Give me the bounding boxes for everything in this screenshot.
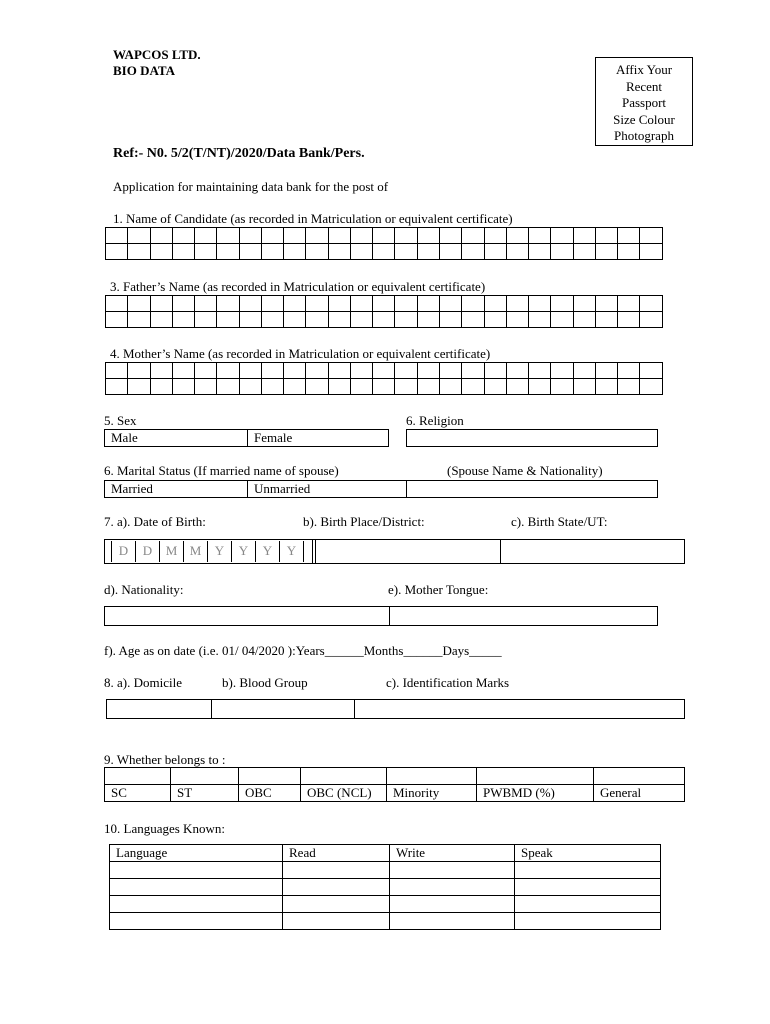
dob-box[interactable]: M — [160, 541, 184, 562]
q3-label: 3. Father’s Name (as recorded in Matriculation or equivalent certificate) — [110, 279, 486, 294]
char-box[interactable] — [284, 363, 306, 379]
char-box[interactable] — [595, 296, 617, 312]
category-minority: Minority — [387, 785, 477, 802]
marital-option-married[interactable]: Married — [105, 481, 248, 497]
char-box[interactable] — [239, 379, 261, 395]
char-box[interactable] — [573, 379, 595, 395]
identification-marks-field[interactable] — [355, 700, 684, 718]
category-obc: OBC — [239, 785, 301, 802]
q1-label: 1. Name of Candidate (as recorded in Matriculation or equivalent certificate) — [113, 211, 513, 226]
photo-box-line: Passport — [621, 95, 667, 110]
birth-state-label: c). Birth State/UT: — [511, 514, 608, 529]
char-box[interactable] — [529, 228, 551, 244]
char-box[interactable] — [595, 228, 617, 244]
char-box[interactable] — [150, 379, 172, 395]
birth-state-field[interactable] — [501, 540, 683, 563]
char-box[interactable] — [239, 296, 261, 312]
char-box[interactable] — [551, 379, 573, 395]
char-box[interactable] — [395, 228, 417, 244]
q5-label: 5. Sex — [104, 413, 137, 428]
char-box[interactable] — [328, 379, 350, 395]
char-box[interactable] — [618, 379, 640, 395]
char-box[interactable] — [462, 228, 484, 244]
languages-header-write: Write — [390, 845, 515, 862]
company-name: WAPCOS LTD. — [113, 47, 201, 62]
char-box[interactable] — [439, 312, 461, 328]
char-box[interactable] — [439, 244, 461, 260]
marital-options — [104, 480, 658, 498]
dob-box[interactable]: Y — [256, 541, 280, 562]
religion-field[interactable] — [406, 429, 658, 447]
char-box[interactable] — [350, 244, 372, 260]
char-box[interactable] — [640, 312, 663, 328]
char-box[interactable] — [239, 312, 261, 328]
char-box[interactable] — [217, 228, 239, 244]
photo-box-line: Recent — [625, 78, 663, 94]
char-box[interactable] — [484, 312, 506, 328]
birth-place-field[interactable] — [315, 540, 501, 563]
char-box[interactable] — [106, 228, 128, 244]
char-box[interactable] — [484, 296, 506, 312]
char-box[interactable] — [462, 363, 484, 379]
dob-box[interactable]: D — [136, 541, 160, 562]
char-box[interactable] — [150, 296, 172, 312]
category-checkbox-pwbmd[interactable] — [477, 768, 594, 785]
char-box[interactable] — [395, 244, 417, 260]
category-label: 9. Whether belongs to : — [104, 752, 226, 767]
char-box[interactable] — [618, 244, 640, 260]
char-box[interactable] — [306, 379, 328, 395]
char-box[interactable] — [328, 296, 350, 312]
dob-box[interactable]: M — [184, 541, 208, 562]
char-box[interactable] — [195, 244, 217, 260]
char-box[interactable] — [150, 228, 172, 244]
char-box[interactable] — [484, 244, 506, 260]
char-box[interactable] — [350, 363, 372, 379]
mother-tongue-field[interactable] — [390, 607, 657, 625]
nationality-label: d). Nationality: — [104, 582, 184, 597]
char-box[interactable] — [373, 379, 395, 395]
char-box[interactable] — [462, 296, 484, 312]
char-box[interactable] — [306, 312, 328, 328]
table-row — [110, 913, 661, 930]
photo-box[interactable] — [595, 57, 693, 146]
char-box[interactable] — [261, 363, 283, 379]
father-name-grid — [105, 295, 663, 328]
char-box[interactable] — [640, 379, 663, 395]
category-checkbox-general[interactable] — [594, 768, 685, 785]
languages-header-language: Language — [110, 845, 283, 862]
nationality-field[interactable] — [105, 607, 390, 625]
nationality-tongue-row — [104, 606, 658, 626]
char-box[interactable] — [551, 296, 573, 312]
category-checkbox-obc[interactable] — [239, 768, 301, 785]
char-box[interactable] — [506, 379, 528, 395]
char-box[interactable] — [417, 244, 439, 260]
char-box[interactable] — [328, 312, 350, 328]
char-box[interactable] — [261, 379, 283, 395]
char-box[interactable] — [306, 296, 328, 312]
char-box[interactable] — [618, 363, 640, 379]
char-box[interactable] — [640, 228, 663, 244]
char-box[interactable] — [506, 228, 528, 244]
char-box[interactable] — [172, 296, 194, 312]
category-checkbox-sc[interactable] — [105, 768, 171, 785]
char-box[interactable] — [195, 363, 217, 379]
char-box[interactable] — [217, 244, 239, 260]
marital-option-unmarried[interactable]: Unmarried — [248, 481, 407, 497]
char-box[interactable] — [573, 296, 595, 312]
table-row — [110, 862, 661, 879]
dob-box[interactable]: D — [112, 541, 136, 562]
char-box[interactable] — [551, 228, 573, 244]
languages-table — [109, 844, 661, 930]
char-box[interactable] — [529, 296, 551, 312]
char-box[interactable] — [439, 296, 461, 312]
char-box[interactable] — [373, 244, 395, 260]
char-box[interactable] — [306, 244, 328, 260]
char-box[interactable] — [217, 363, 239, 379]
char-box[interactable] — [150, 312, 172, 328]
category-checkbox-obc-ncl[interactable] — [301, 768, 387, 785]
blood-group-label: b). Blood Group — [222, 675, 308, 690]
char-box[interactable] — [529, 244, 551, 260]
char-box[interactable] — [573, 363, 595, 379]
char-box[interactable] — [506, 363, 528, 379]
languages-header-read: Read — [283, 845, 390, 862]
char-box[interactable] — [350, 379, 372, 395]
char-box[interactable] — [195, 296, 217, 312]
document-title: BIO DATA — [113, 63, 175, 78]
char-box[interactable] — [172, 312, 194, 328]
blood-group-field[interactable] — [212, 700, 355, 718]
char-box[interactable] — [261, 228, 283, 244]
char-box[interactable] — [395, 379, 417, 395]
char-box[interactable] — [484, 379, 506, 395]
char-box[interactable] — [640, 244, 663, 260]
char-box[interactable] — [373, 363, 395, 379]
char-box[interactable] — [395, 363, 417, 379]
char-box[interactable] — [573, 228, 595, 244]
char-box[interactable] — [195, 312, 217, 328]
char-box[interactable] — [172, 363, 194, 379]
char-box[interactable] — [350, 228, 372, 244]
category-sc: SC — [105, 785, 171, 802]
char-box[interactable] — [506, 296, 528, 312]
char-box[interactable] — [417, 379, 439, 395]
char-box[interactable] — [128, 244, 150, 260]
mother-name-grid — [105, 362, 663, 395]
reference-number: Ref:- N0. 5/2(T/NT)/2020/Data Bank/Pers. — [113, 146, 365, 161]
char-box[interactable] — [439, 363, 461, 379]
dob-box[interactable]: Y — [232, 541, 256, 562]
char-box[interactable] — [350, 296, 372, 312]
char-box[interactable] — [106, 296, 128, 312]
photo-box-line: Affix Your — [615, 62, 673, 77]
table-row — [106, 363, 663, 379]
char-box[interactable] — [217, 312, 239, 328]
dob-boxes[interactable] — [111, 541, 304, 562]
char-box[interactable] — [618, 296, 640, 312]
char-box[interactable] — [506, 244, 528, 260]
char-box[interactable] — [618, 312, 640, 328]
spouse-label: (Spouse Name & Nationality) — [447, 463, 603, 478]
char-box[interactable] — [439, 379, 461, 395]
char-box[interactable] — [306, 363, 328, 379]
age-line[interactable]: f). Age as on date (i.e. 01/ 04/2020 ):Years______Months______Days_____ — [104, 643, 502, 658]
char-box[interactable] — [417, 228, 439, 244]
char-box[interactable] — [172, 379, 194, 395]
char-box[interactable] — [106, 379, 128, 395]
application-text: Application for maintaining data bank for the post of — [113, 179, 389, 194]
languages-label: 10. Languages Known: — [104, 821, 225, 836]
sex-option-female[interactable]: Female — [254, 430, 293, 445]
char-box[interactable] — [150, 363, 172, 379]
char-box[interactable] — [128, 363, 150, 379]
char-box[interactable] — [595, 379, 617, 395]
char-box[interactable] — [373, 296, 395, 312]
char-box[interactable] — [239, 363, 261, 379]
char-box[interactable] — [618, 228, 640, 244]
char-box[interactable] — [217, 379, 239, 395]
char-box[interactable] — [551, 244, 573, 260]
char-box[interactable] — [328, 363, 350, 379]
char-box[interactable] — [417, 312, 439, 328]
char-box[interactable] — [128, 379, 150, 395]
char-box[interactable] — [350, 312, 372, 328]
category-obc-ncl: OBC (NCL) — [301, 785, 387, 802]
table-row — [110, 879, 661, 896]
char-box[interactable] — [172, 228, 194, 244]
char-box[interactable] — [261, 244, 283, 260]
char-box[interactable] — [217, 296, 239, 312]
char-box[interactable] — [640, 363, 663, 379]
char-box[interactable] — [284, 228, 306, 244]
birth-details-row — [104, 539, 685, 564]
table-row — [106, 379, 663, 395]
sex-options — [104, 429, 389, 447]
char-box[interactable] — [328, 244, 350, 260]
char-box[interactable] — [595, 312, 617, 328]
char-box[interactable] — [239, 228, 261, 244]
birth-place-label: b). Birth Place/District: — [303, 514, 425, 529]
char-box[interactable] — [328, 228, 350, 244]
char-box[interactable] — [595, 244, 617, 260]
char-box[interactable] — [128, 296, 150, 312]
q4-label: 4. Mother’s Name (as recorded in Matriculation or equivalent certificate) — [110, 346, 491, 361]
char-box[interactable] — [395, 312, 417, 328]
char-box[interactable] — [417, 296, 439, 312]
char-box[interactable] — [595, 363, 617, 379]
mother-tongue-label: e). Mother Tongue: — [388, 582, 489, 597]
char-box[interactable] — [640, 296, 663, 312]
category-checkbox-minority[interactable] — [387, 768, 477, 785]
char-box[interactable] — [484, 228, 506, 244]
sex-option-male[interactable]: Male — [105, 430, 248, 446]
table-row — [106, 296, 663, 312]
char-box[interactable] — [261, 296, 283, 312]
category-table — [104, 767, 685, 802]
q6-label: 6. Religion — [406, 413, 464, 428]
char-box[interactable] — [462, 244, 484, 260]
char-box[interactable] — [439, 228, 461, 244]
char-box[interactable] — [284, 312, 306, 328]
char-box[interactable] — [128, 228, 150, 244]
char-box[interactable] — [373, 228, 395, 244]
dob-label: 7. a). Date of Birth: — [104, 514, 206, 529]
char-box[interactable] — [484, 363, 506, 379]
char-box[interactable] — [106, 312, 128, 328]
char-box[interactable] — [106, 244, 128, 260]
char-box[interactable] — [529, 312, 551, 328]
dob-box[interactable]: Y — [280, 541, 304, 562]
domicile-label: 8. a). Domicile — [104, 675, 182, 690]
char-box[interactable] — [551, 363, 573, 379]
marital-label: 6. Marital Status (If married name of spouse) — [104, 463, 339, 478]
identification-marks-label: c). Identification Marks — [386, 675, 510, 690]
languages-header-speak: Speak — [515, 845, 661, 862]
char-box[interactable] — [106, 363, 128, 379]
char-box[interactable] — [150, 244, 172, 260]
category-pwbmd: PWBMD (%) — [477, 785, 594, 802]
domicile-row — [106, 699, 685, 719]
domicile-field[interactable] — [107, 700, 212, 718]
photo-box-line: Size Colour — [613, 111, 675, 127]
char-box[interactable] — [239, 244, 261, 260]
char-box[interactable] — [462, 379, 484, 395]
char-box[interactable] — [506, 312, 528, 328]
char-box[interactable] — [172, 244, 194, 260]
spouse-field[interactable] — [407, 481, 657, 497]
char-box[interactable] — [284, 244, 306, 260]
candidate-name-grid — [105, 227, 663, 260]
char-box[interactable] — [195, 379, 217, 395]
char-box[interactable] — [551, 312, 573, 328]
char-box[interactable] — [573, 244, 595, 260]
char-box[interactable] — [573, 312, 595, 328]
category-checkbox-st[interactable] — [171, 768, 239, 785]
table-row — [110, 896, 661, 913]
dob-box[interactable]: Y — [208, 541, 232, 562]
table-row — [106, 228, 663, 244]
char-box[interactable] — [462, 312, 484, 328]
char-box[interactable] — [284, 296, 306, 312]
photo-box-line: Photograph — [614, 128, 674, 143]
char-box[interactable] — [284, 379, 306, 395]
char-box[interactable] — [529, 379, 551, 395]
table-row — [106, 244, 663, 260]
char-box[interactable] — [395, 296, 417, 312]
char-box[interactable] — [417, 363, 439, 379]
char-box[interactable] — [306, 228, 328, 244]
char-box[interactable] — [529, 363, 551, 379]
char-box[interactable] — [261, 312, 283, 328]
char-box[interactable] — [128, 312, 150, 328]
char-box[interactable] — [195, 228, 217, 244]
category-st: ST — [171, 785, 239, 802]
category-general: General — [594, 785, 685, 802]
char-box[interactable] — [373, 312, 395, 328]
table-row — [106, 312, 663, 328]
